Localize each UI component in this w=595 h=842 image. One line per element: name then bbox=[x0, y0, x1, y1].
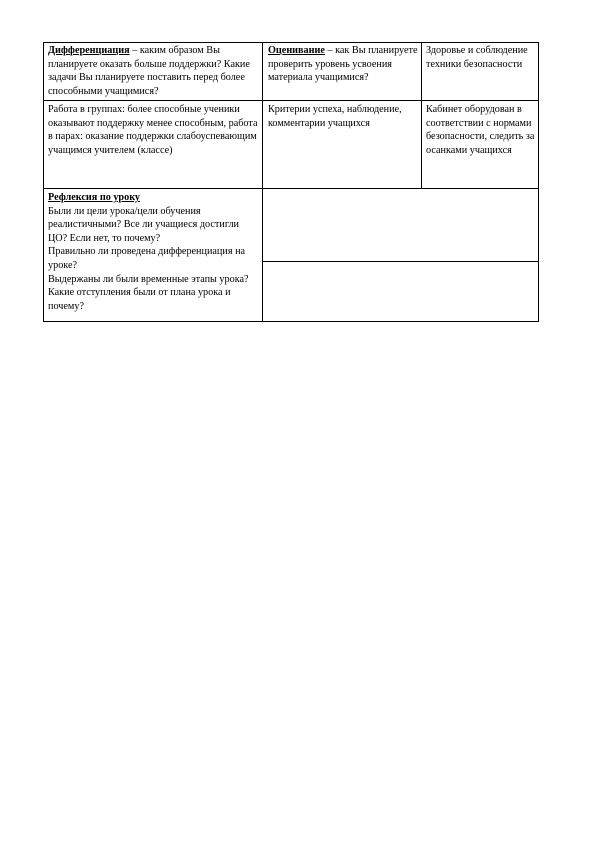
column-divider-1 bbox=[262, 42, 263, 322]
differentiation-question: – каким образом Вы планируете оказать больше поддержки? Какие задачи Вы планируете поставить перед более способными учащимися? bbox=[48, 45, 250, 97]
table-border-top bbox=[43, 42, 539, 43]
differentiation-header-cell bbox=[48, 44, 260, 100]
column-divider-2 bbox=[421, 42, 422, 188]
reflection-notes-lower-cell bbox=[265, 264, 535, 320]
health-heading: Здоровье и соблюдение техники безопасности bbox=[426, 45, 528, 70]
assessment-content-cell: Критерии успеха, наблюдение, комментарии учащихся bbox=[268, 104, 402, 129]
health-header-cell bbox=[426, 44, 536, 100]
health-content-cell: Кабинет оборудован в соответствии с нормами безопасности, следить за осанками учащихся bbox=[426, 104, 535, 156]
table-border-bottom bbox=[43, 321, 539, 322]
differentiation-content-cell: Работа в группах: более способные ученики оказывают поддержку менее способным, работа в парах: оказание поддержки слабоуспевающим учащимся учителем (классе) bbox=[48, 104, 258, 156]
reflection-notes-upper-cell bbox=[265, 191, 535, 259]
lesson-plan-table bbox=[43, 42, 539, 322]
reflection-heading: Рефлексия по уроку bbox=[48, 192, 141, 203]
assessment-heading: Оценивание bbox=[268, 45, 325, 56]
assessment-header-cell bbox=[268, 44, 418, 100]
row-divider-2 bbox=[43, 188, 539, 189]
reflection-cell bbox=[48, 191, 260, 321]
differentiation-heading: Дифференциация bbox=[48, 45, 130, 56]
assessment-question: – как Вы планируете проверить уровень усвоения материала учащимися? bbox=[268, 45, 418, 84]
row-divider-1 bbox=[43, 100, 539, 101]
table-border-right bbox=[538, 42, 539, 322]
reflection-questions: Были ли цели урока/цели обучения реалистичными? Все ли учащиеся достигли ЦО? Если нет, то почему? Правильно ли проведена дифференциация на уроке? Выдержаны ли были временные этапы урока? Какие отступления были от плана урока и почему? bbox=[48, 205, 249, 312]
reflection-right-divider bbox=[262, 261, 539, 262]
table-border-left bbox=[43, 42, 44, 322]
